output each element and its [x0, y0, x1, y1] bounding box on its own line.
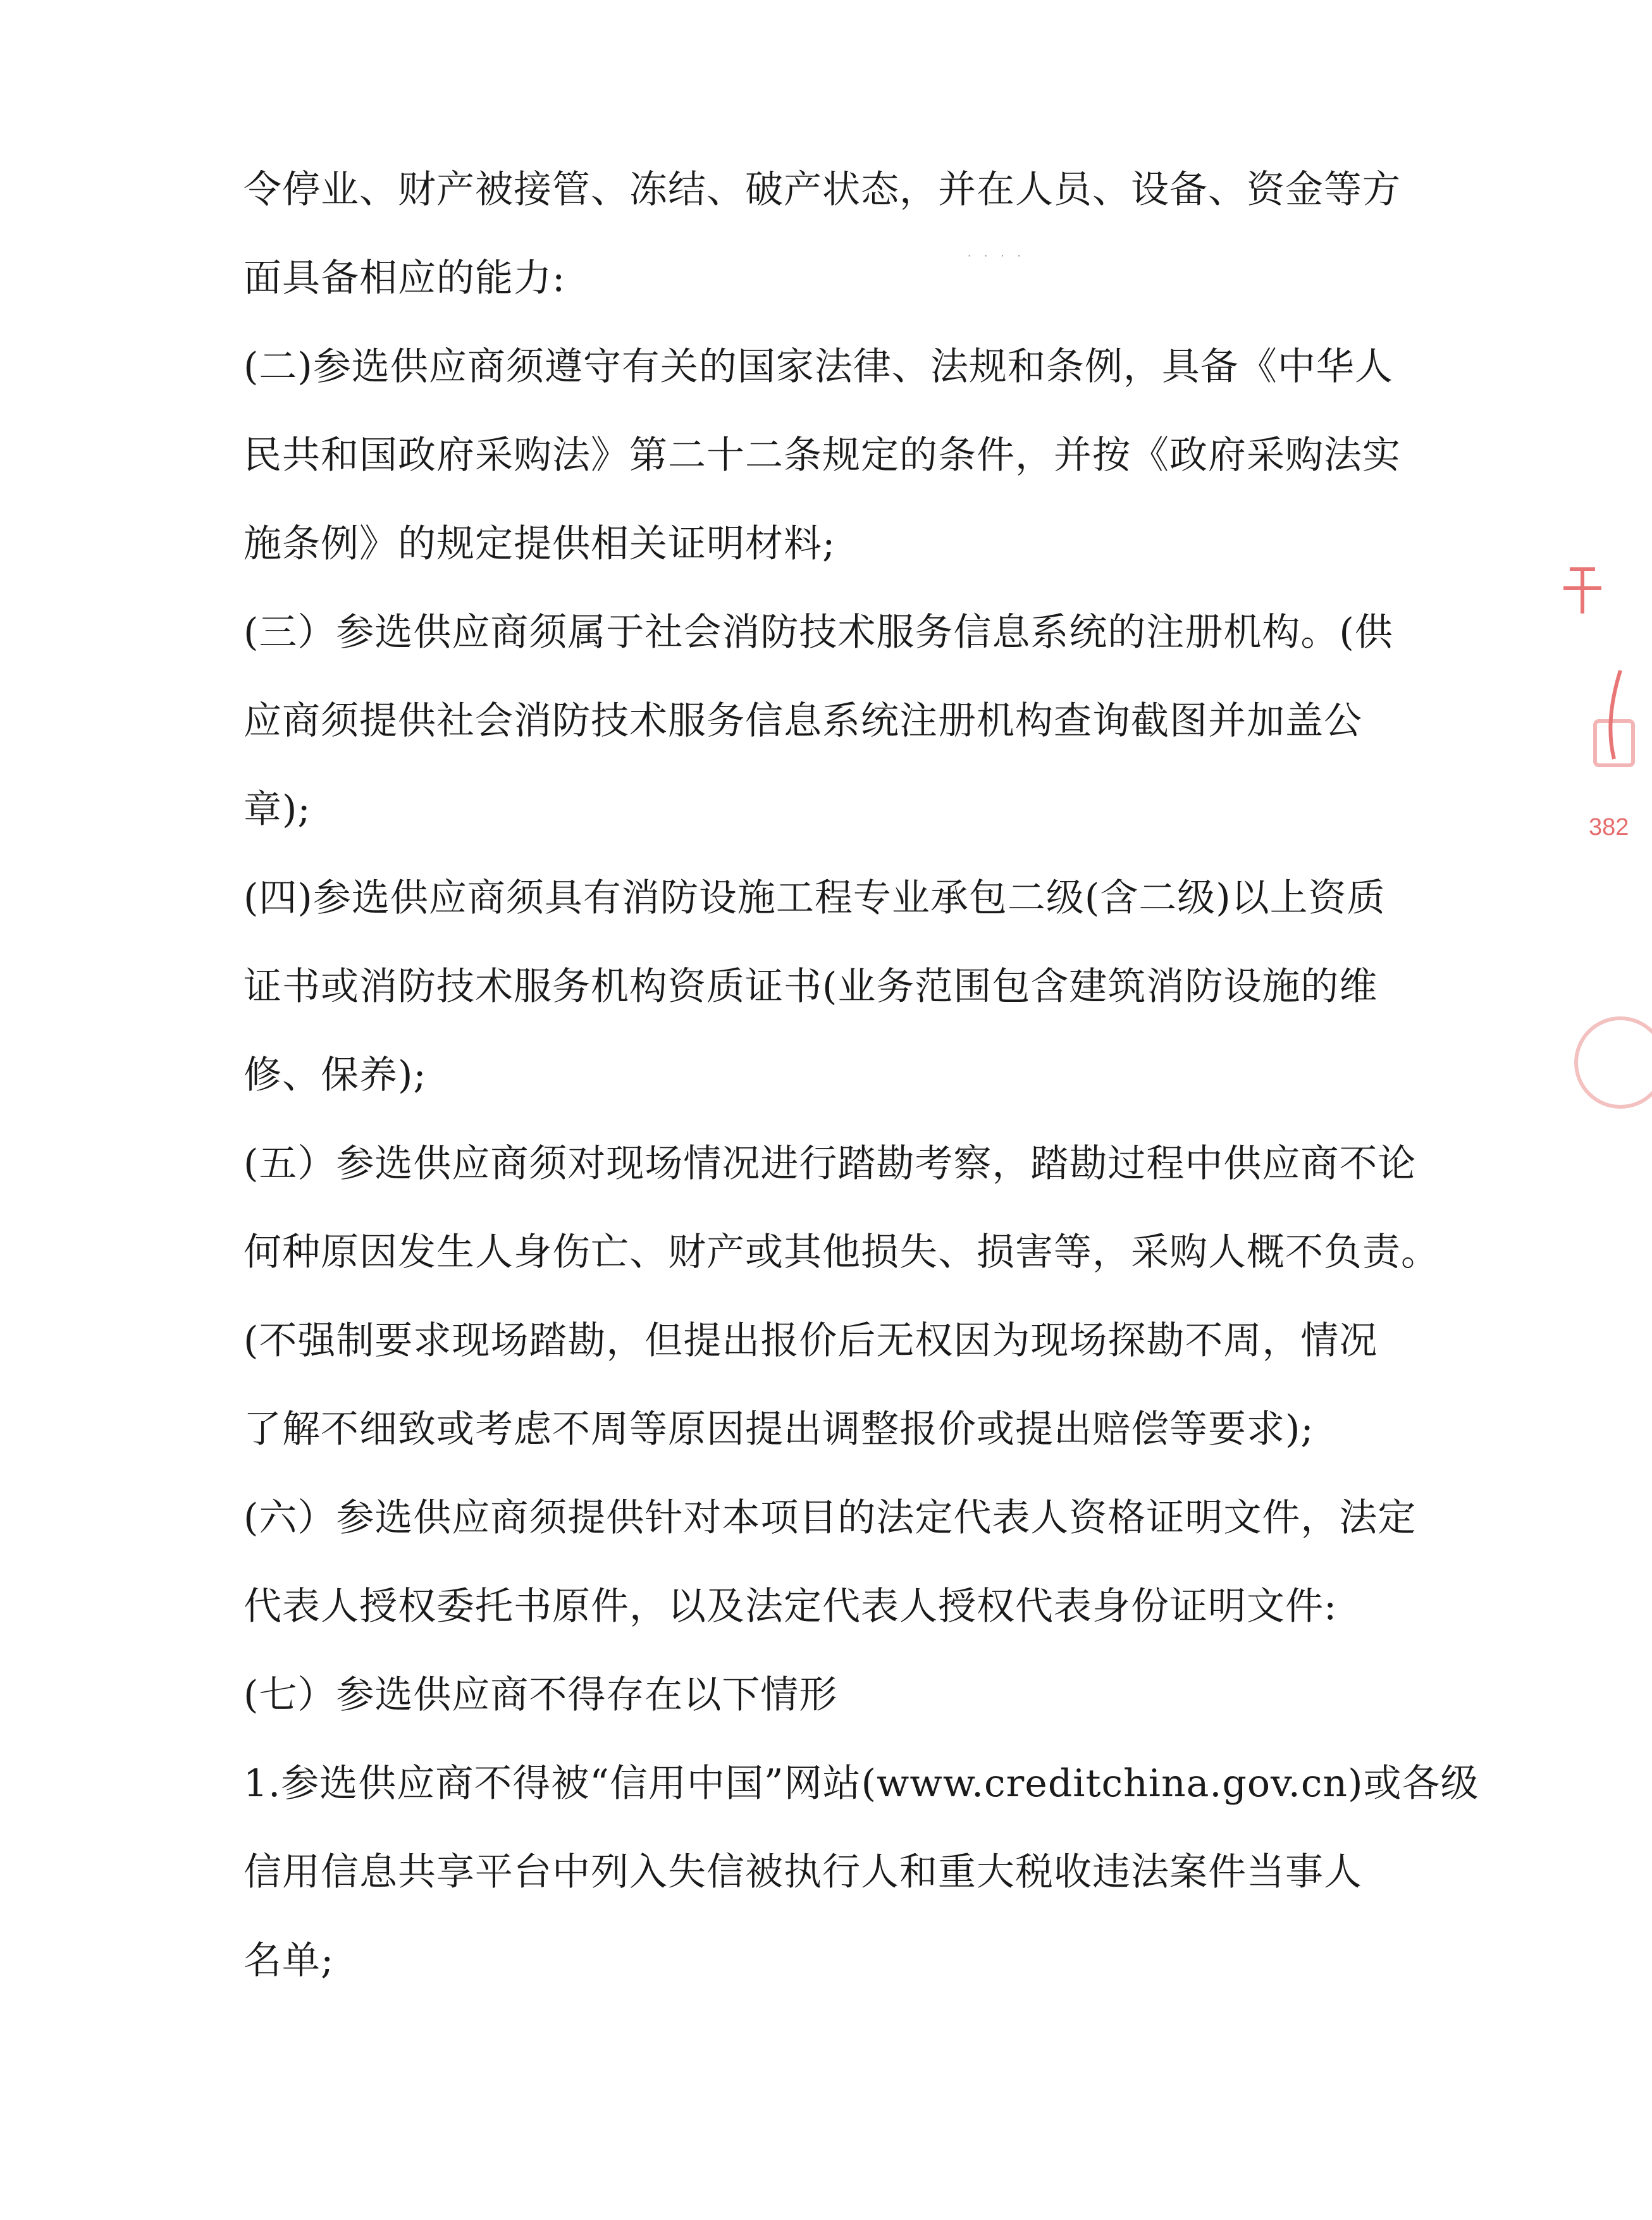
body-line: 令停业、财产被接管、冻结、破产状态，并在人员、设备、资金等方	[243, 168, 1401, 212]
body-line: 1.参选供应商不得被“信用中国”网站(www.creditchina.gov.cn)或各级	[243, 1761, 1479, 1806]
scan-speck-marks: · · · ·	[968, 250, 1026, 262]
body-line: 面具备相应的能力:	[243, 256, 566, 300]
body-line: 名单;	[243, 1939, 335, 1983]
body-line: 应商须提供社会消防技术服务信息系统注册机构查询截图并加盖公	[243, 699, 1362, 743]
seal-fragment-text: 382	[1589, 814, 1629, 841]
body-line: (不强制要求现场踏勘，但提出报价后无权因为现场探勘不周，情况	[243, 1319, 1378, 1363]
body-line: (五）参选供应商须对现场情况进行踏勘考察，踏勘过程中供应商不论	[243, 1142, 1417, 1186]
body-line: 了解不细致或考虑不周等原因提出调整报价或提出赔偿等要求);	[243, 1407, 1314, 1452]
body-line: (四)参选供应商须具有消防设施工程专业承包二级(含二级)以上资质	[243, 876, 1386, 920]
body-line: 证书或消防技术服务机构资质证书(业务范围包含建筑消防设施的维	[243, 965, 1378, 1009]
body-line: (二)参选供应商须遵守有关的国家法律、法规和条例，具备《中华人	[243, 345, 1393, 389]
body-line: 施条例》的规定提供相关证明材料;	[243, 522, 836, 566]
body-line: (六）参选供应商须提供针对本项目的法定代表人资格证明文件，法定	[243, 1496, 1417, 1540]
red-seal-stamp-fragment	[1544, 557, 1652, 1189]
body-line: (三）参选供应商须属于社会消防技术服务信息系统的注册机构。(供	[243, 610, 1393, 655]
body-line: 代表人授权委托书原件，以及法定代表人授权代表身份证明文件:	[243, 1584, 1338, 1629]
body-line: 章);	[243, 787, 311, 832]
body-line: 信用信息共享平台中列入失信被执行人和重大税收违法案件当事人	[243, 1850, 1362, 1894]
body-line: 民共和国政府采购法》第二十二条规定的条件，并按《政府采购法实	[243, 433, 1401, 478]
body-line: 修、保养);	[243, 1053, 427, 1097]
body-line: (七）参选供应商不得存在以下情形	[243, 1673, 838, 1717]
body-line: 何种原因发生人身伤亡、财产或其他损失、损害等，采购人概不负责。	[243, 1230, 1439, 1274]
